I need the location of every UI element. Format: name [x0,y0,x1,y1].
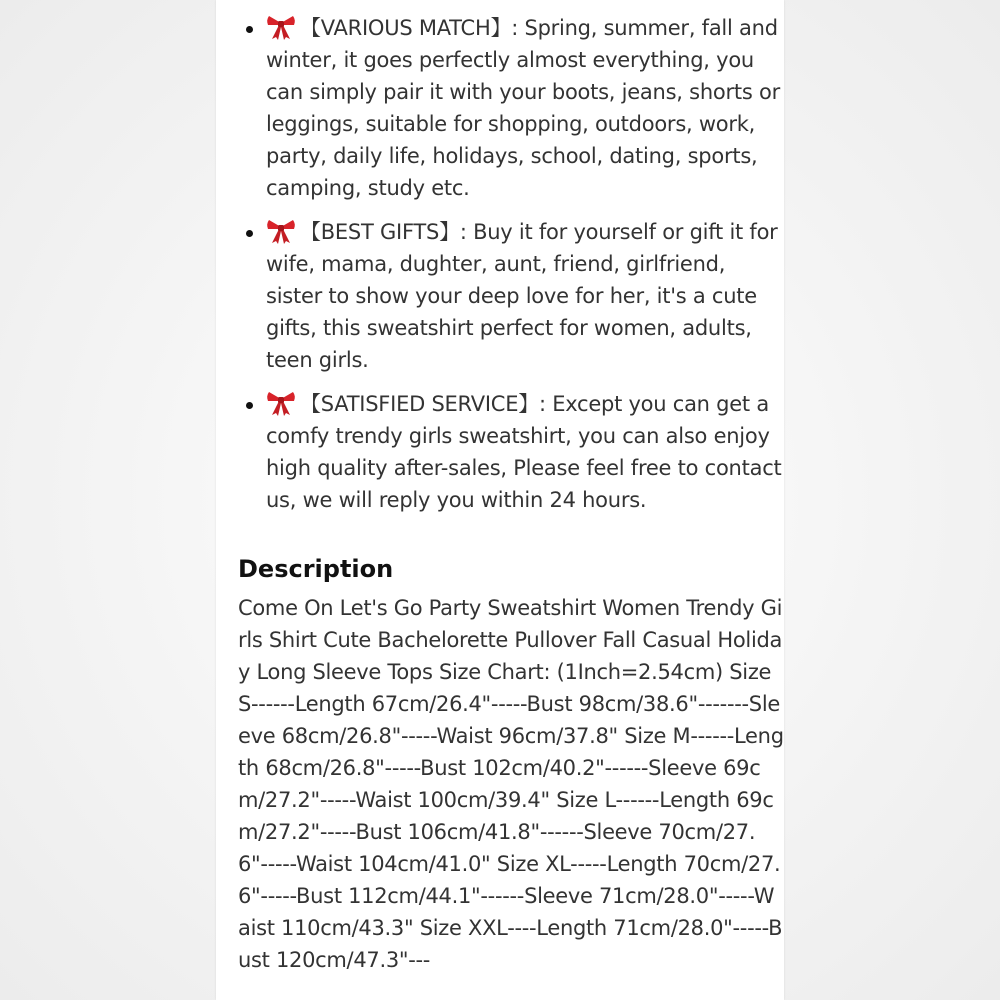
description-heading: Description [238,555,394,583]
product-details-panel [216,0,784,1000]
bullet-dot [246,402,253,409]
feature-bullet-satisfied-service [216,388,784,516]
bullet-dot [246,230,253,237]
feature-bullet-various-match [216,12,784,204]
feature-bullet-best-gifts [216,216,784,376]
feature-bullet-text: 【SATISFIED SERVICE】: Except you can get a comfy trendy girls sweatshirt, you can also enjoy high quality after-sales, Please feel free to contact us, we will reply you within 24 hours. [266,392,782,512]
description-body: Come On Let's Go Party Sweatshirt Women Trendy Girls Shirt Cute Bachelorette Pullover Fall Casual Holiday Long Sleeve Tops Size Chart: (1Inch=2.54cm) Size S------Length 67cm/26.4"-----Bust 98cm/38.6"-------Sleeve 68cm/26.8"-----Waist 96cm/37.8" Size M------Length 68cm/26.8"-----Bust 102cm/40.2"------Sleeve 69cm/27.2"-----Waist 100cm/39.4" Size L------Length 69cm/27.2"-----Bust 106cm/41.8"------Sleeve 70cm/27.6"-----Waist 104cm/41.0" Size XL-----Length 70cm/27.6"-----Bust 112cm/44.1"------Sleeve 71cm/28.0"-----Waist 110cm/43.3" Size XXL----Length 71cm/28.0"-----Bust 120cm/47.3"--- [238,596,784,972]
ribbon-bow-icon [266,218,296,244]
feature-bullet-list [216,12,784,528]
ribbon-bow-icon [266,14,296,40]
feature-bullet-text: 【BEST GIFTS】: Buy it for yourself or gift it for wife, mama, dughter, aunt, friend, girlfriend, sister to show your deep love for her, it's a cute gifts, this sweatshirt perfect for women, adults, teen girls. [266,220,778,372]
bullet-dot [246,26,253,33]
feature-bullet-text: 【VARIOUS MATCH】: Spring, summer, fall and winter, it goes perfectly almost everything, you can simply pair it with your boots, jeans, shorts or leggings, suitable for shopping, outdoors, work, party, daily life, holidays, school, dating, sports, camping, study etc. [266,16,780,200]
ribbon-bow-icon [266,390,296,416]
